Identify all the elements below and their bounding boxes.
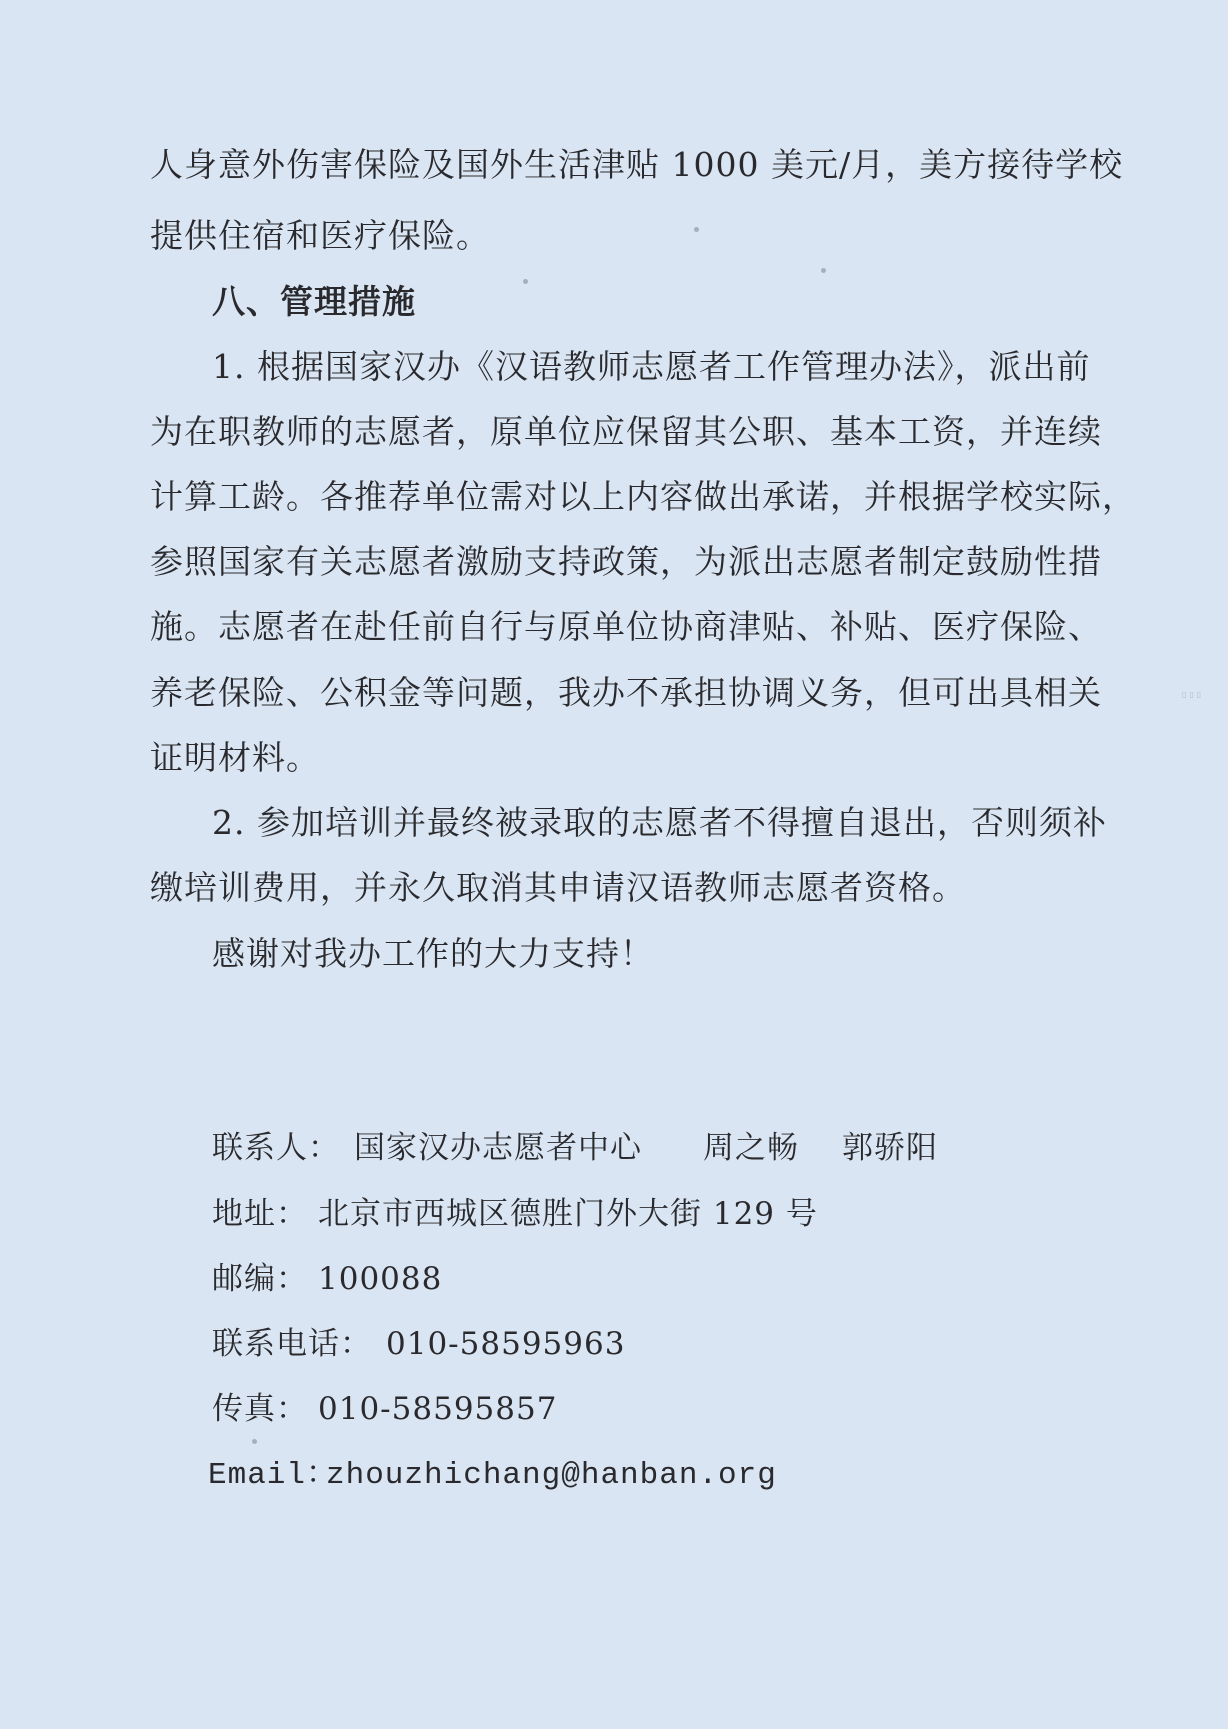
address-label: 地址： — [212, 1196, 308, 1232]
contact-person-name: 郭骄阳 — [842, 1130, 938, 1166]
paragraph-line: 养老保险、公积金等问题，我办不承担协调义务，但可出具相关 — [150, 673, 1102, 712]
paragraph-line: 人身意外伤害保险及国外生活津贴 1000 美元/月，美方接待学校 — [150, 145, 1124, 184]
postcode-label: 邮编： — [212, 1261, 308, 1297]
paragraph-line: 证明材料。 — [150, 738, 320, 777]
paragraph-line: 提供住宿和医疗保险。 — [150, 216, 490, 255]
scan-speck — [694, 227, 699, 232]
paragraph-line: 参照国家有关志愿者激励支持政策，为派出志愿者制定鼓励性措 — [150, 542, 1102, 581]
address-value: 北京市西城区德胜门外大街 129 号 — [318, 1196, 818, 1232]
paragraph-line: 2. 参加培训并最终被录取的志愿者不得擅自退出，否则须补 — [212, 803, 1107, 842]
scan-speck — [523, 279, 528, 284]
email-label: Email： — [208, 1458, 339, 1493]
fax-label: 传真： — [212, 1391, 308, 1427]
scan-speck — [252, 1439, 257, 1444]
paragraph-line: 计算工龄。各推荐单位需对以上内容做出承诺，并根据学校实际， — [150, 477, 1136, 516]
paragraph-line: 1. 根据国家汉办《汉语教师志愿者工作管理办法》，派出前 — [212, 347, 1091, 386]
phone-value: 010-58595963 — [386, 1326, 626, 1362]
section-heading: 八、管理措施 — [212, 282, 416, 321]
email-value: zhouzhichang@hanban.org — [326, 1458, 777, 1493]
scan-artifact: ▯▯▯ — [1182, 690, 1205, 699]
contact-person-value: 国家汉办志愿者中心 — [354, 1130, 642, 1166]
scan-speck — [821, 268, 826, 273]
paragraph-line: 为在职教师的志愿者，原单位应保留其公职、基本工资，并连续 — [150, 412, 1102, 451]
closing-line: 感谢对我办工作的大力支持！ — [212, 934, 654, 973]
contact-person-name: 周之畅 — [703, 1130, 799, 1166]
contact-person-label: 联系人： — [212, 1130, 340, 1166]
paragraph-line: 缴培训费用，并永久取消其申请汉语教师志愿者资格。 — [150, 868, 966, 907]
postcode-value: 100088 — [318, 1261, 443, 1297]
phone-label: 联系电话： — [212, 1326, 372, 1362]
paragraph-line: 施。志愿者在赴任前自行与原单位协商津贴、补贴、医疗保险、 — [150, 607, 1102, 646]
fax-value: 010-58595857 — [318, 1391, 558, 1427]
